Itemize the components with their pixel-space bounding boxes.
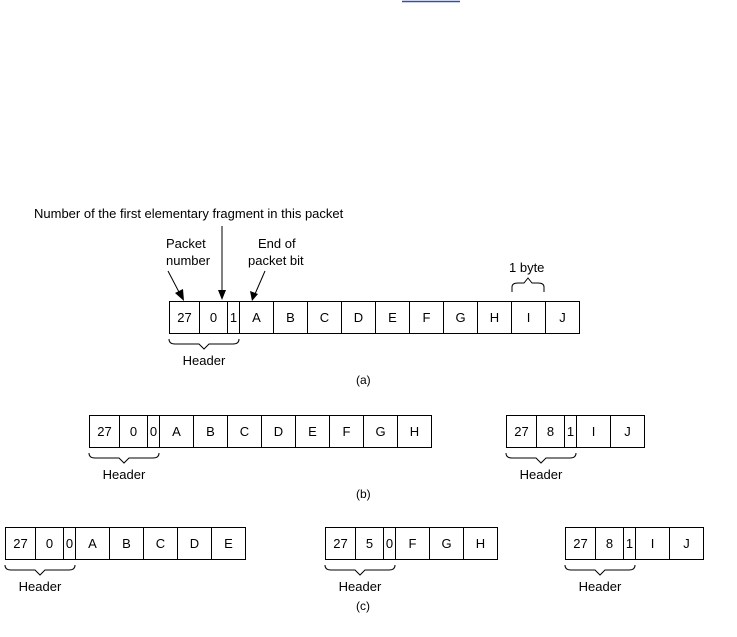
cell-value: J xyxy=(559,310,566,325)
packet-number-label-line1: Packet xyxy=(166,236,206,251)
cell-value: 1 xyxy=(625,536,634,551)
data-fragment-cell xyxy=(512,302,546,334)
header-brace xyxy=(169,339,239,349)
cell-value: F xyxy=(342,424,351,439)
cell-value: G xyxy=(455,310,466,325)
cell-value: I xyxy=(526,310,531,325)
data-fragment-cell xyxy=(240,302,274,334)
data-fragment-cell xyxy=(296,416,330,448)
packet-number-label-line2: number xyxy=(166,253,211,268)
cell-value: I xyxy=(650,536,655,551)
cell-value: B xyxy=(286,310,295,325)
packet-number-cell xyxy=(170,302,200,334)
cell-value: 0 xyxy=(385,536,394,551)
packet-b-2 xyxy=(506,416,645,483)
cell-value: 1 xyxy=(229,310,238,325)
cell-value: 27 xyxy=(573,536,588,551)
data-fragment-cell xyxy=(110,528,144,560)
data-fragment-cell xyxy=(160,416,194,448)
packet-number-cell xyxy=(6,528,36,560)
data-fragment-cell xyxy=(430,528,464,560)
cell-value: 27 xyxy=(177,310,192,325)
header-brace xyxy=(5,565,75,575)
cell-value: 1 xyxy=(566,424,575,439)
data-fragment-cell xyxy=(330,416,364,448)
data-fragment-cell xyxy=(308,302,342,334)
header-label: Header xyxy=(578,579,622,594)
data-fragment-cell xyxy=(212,528,246,560)
end-bit-cell xyxy=(565,416,577,448)
cell-value: 0 xyxy=(65,536,74,551)
fragment-number-cell xyxy=(356,528,384,560)
end-bit-arrow xyxy=(255,271,265,294)
data-fragment-cell xyxy=(396,528,430,560)
cell-value: C xyxy=(319,310,330,325)
cell-value: 5 xyxy=(365,536,374,551)
header-label: Header xyxy=(519,467,563,482)
data-fragment-cell xyxy=(342,302,376,334)
one-byte-label: 1 byte xyxy=(509,260,545,275)
data-fragment-cell xyxy=(364,416,398,448)
packet-number-cell xyxy=(507,416,537,448)
packet-row-a xyxy=(169,302,580,369)
data-fragment-cell xyxy=(178,528,212,560)
cell-value: C xyxy=(239,424,250,439)
data-fragment-cell xyxy=(228,416,262,448)
header-label: Header xyxy=(338,579,382,594)
cell-value: J xyxy=(624,424,631,439)
cell-value: 0 xyxy=(209,310,218,325)
fragment-number-cell xyxy=(537,416,565,448)
cell-value: F xyxy=(408,536,417,551)
data-fragment-cell xyxy=(546,302,580,334)
header-brace xyxy=(506,453,576,463)
packet-c-3 xyxy=(565,528,704,595)
header-label: Header xyxy=(182,353,226,368)
packet-b-1 xyxy=(89,416,432,483)
data-fragment-cell xyxy=(274,302,308,334)
header-label: Header xyxy=(18,579,62,594)
cell-value: 27 xyxy=(13,536,28,551)
cell-value: 27 xyxy=(97,424,112,439)
cell-value: 0 xyxy=(149,424,158,439)
packet-number-cell xyxy=(326,528,356,560)
data-fragment-cell xyxy=(478,302,512,334)
packet-c-1 xyxy=(5,528,246,595)
cell-value: J xyxy=(683,536,690,551)
caption-a: (a) xyxy=(356,373,371,387)
cell-value: 8 xyxy=(605,536,614,551)
header-brace xyxy=(89,453,159,463)
fragment-number-cell xyxy=(120,416,148,448)
data-fragment-cell xyxy=(410,302,444,334)
header-brace xyxy=(565,565,635,575)
cell-value: D xyxy=(189,536,200,551)
data-fragment-cell xyxy=(444,302,478,334)
cell-value: 8 xyxy=(546,424,555,439)
cell-value: E xyxy=(308,424,317,439)
data-fragment-cell xyxy=(464,528,498,560)
header-label: Header xyxy=(102,467,146,482)
cell-value: E xyxy=(224,536,233,551)
end-bit-cell xyxy=(384,528,396,560)
header-brace xyxy=(325,565,395,575)
data-fragment-cell xyxy=(670,528,704,560)
end-bit-cell xyxy=(64,528,76,560)
caption-b: (b) xyxy=(356,487,371,501)
cell-value: A xyxy=(252,310,261,325)
caption-c: (c) xyxy=(356,599,370,613)
fragment-number-cell xyxy=(36,528,64,560)
data-fragment-cell xyxy=(398,416,432,448)
first-fragment-annotation: Number of the first elementary fragment in this packet xyxy=(34,206,344,221)
cell-value: G xyxy=(441,536,452,551)
cell-value: 27 xyxy=(514,424,529,439)
one-byte-brace xyxy=(512,278,544,292)
packet-row-c xyxy=(5,528,704,595)
cell-value: H xyxy=(409,424,420,439)
end-bit-cell xyxy=(624,528,636,560)
cell-value: I xyxy=(591,424,596,439)
packet-number-cell xyxy=(566,528,596,560)
fragment-number-cell xyxy=(596,528,624,560)
cell-value: D xyxy=(273,424,284,439)
cell-value: A xyxy=(172,424,181,439)
cell-value: D xyxy=(353,310,364,325)
cell-value: 27 xyxy=(333,536,348,551)
end-bit-cell xyxy=(228,302,240,334)
end-bit-label-line2: packet bit xyxy=(248,253,304,268)
data-fragment-cell xyxy=(262,416,296,448)
cell-value: B xyxy=(122,536,131,551)
end-bit-cell xyxy=(148,416,160,448)
data-fragment-cell xyxy=(194,416,228,448)
cell-value: 0 xyxy=(129,424,138,439)
packet-number-cell xyxy=(90,416,120,448)
fragment-number-cell xyxy=(200,302,228,334)
cell-value: E xyxy=(388,310,397,325)
end-bit-arrowhead xyxy=(250,291,258,301)
end-bit-label-line1: End of xyxy=(258,236,296,251)
cell-value: H xyxy=(475,536,486,551)
packet-a-1 xyxy=(169,302,580,369)
cell-value: G xyxy=(375,424,386,439)
cell-value: H xyxy=(489,310,500,325)
data-fragment-cell xyxy=(76,528,110,560)
cell-value: A xyxy=(88,536,97,551)
data-fragment-cell xyxy=(636,528,670,560)
packet-number-arrow xyxy=(168,271,180,294)
cell-value: B xyxy=(206,424,215,439)
first-fragment-arrowhead xyxy=(218,290,226,300)
packet-number-arrowhead xyxy=(175,289,184,301)
cell-value: 0 xyxy=(45,536,54,551)
cell-value: F xyxy=(422,310,431,325)
data-fragment-cell xyxy=(376,302,410,334)
cell-value: C xyxy=(155,536,166,551)
data-fragment-cell xyxy=(611,416,645,448)
packet-c-2 xyxy=(325,528,498,595)
data-fragment-cell xyxy=(577,416,611,448)
data-fragment-cell xyxy=(144,528,178,560)
packet-row-b xyxy=(89,416,645,483)
